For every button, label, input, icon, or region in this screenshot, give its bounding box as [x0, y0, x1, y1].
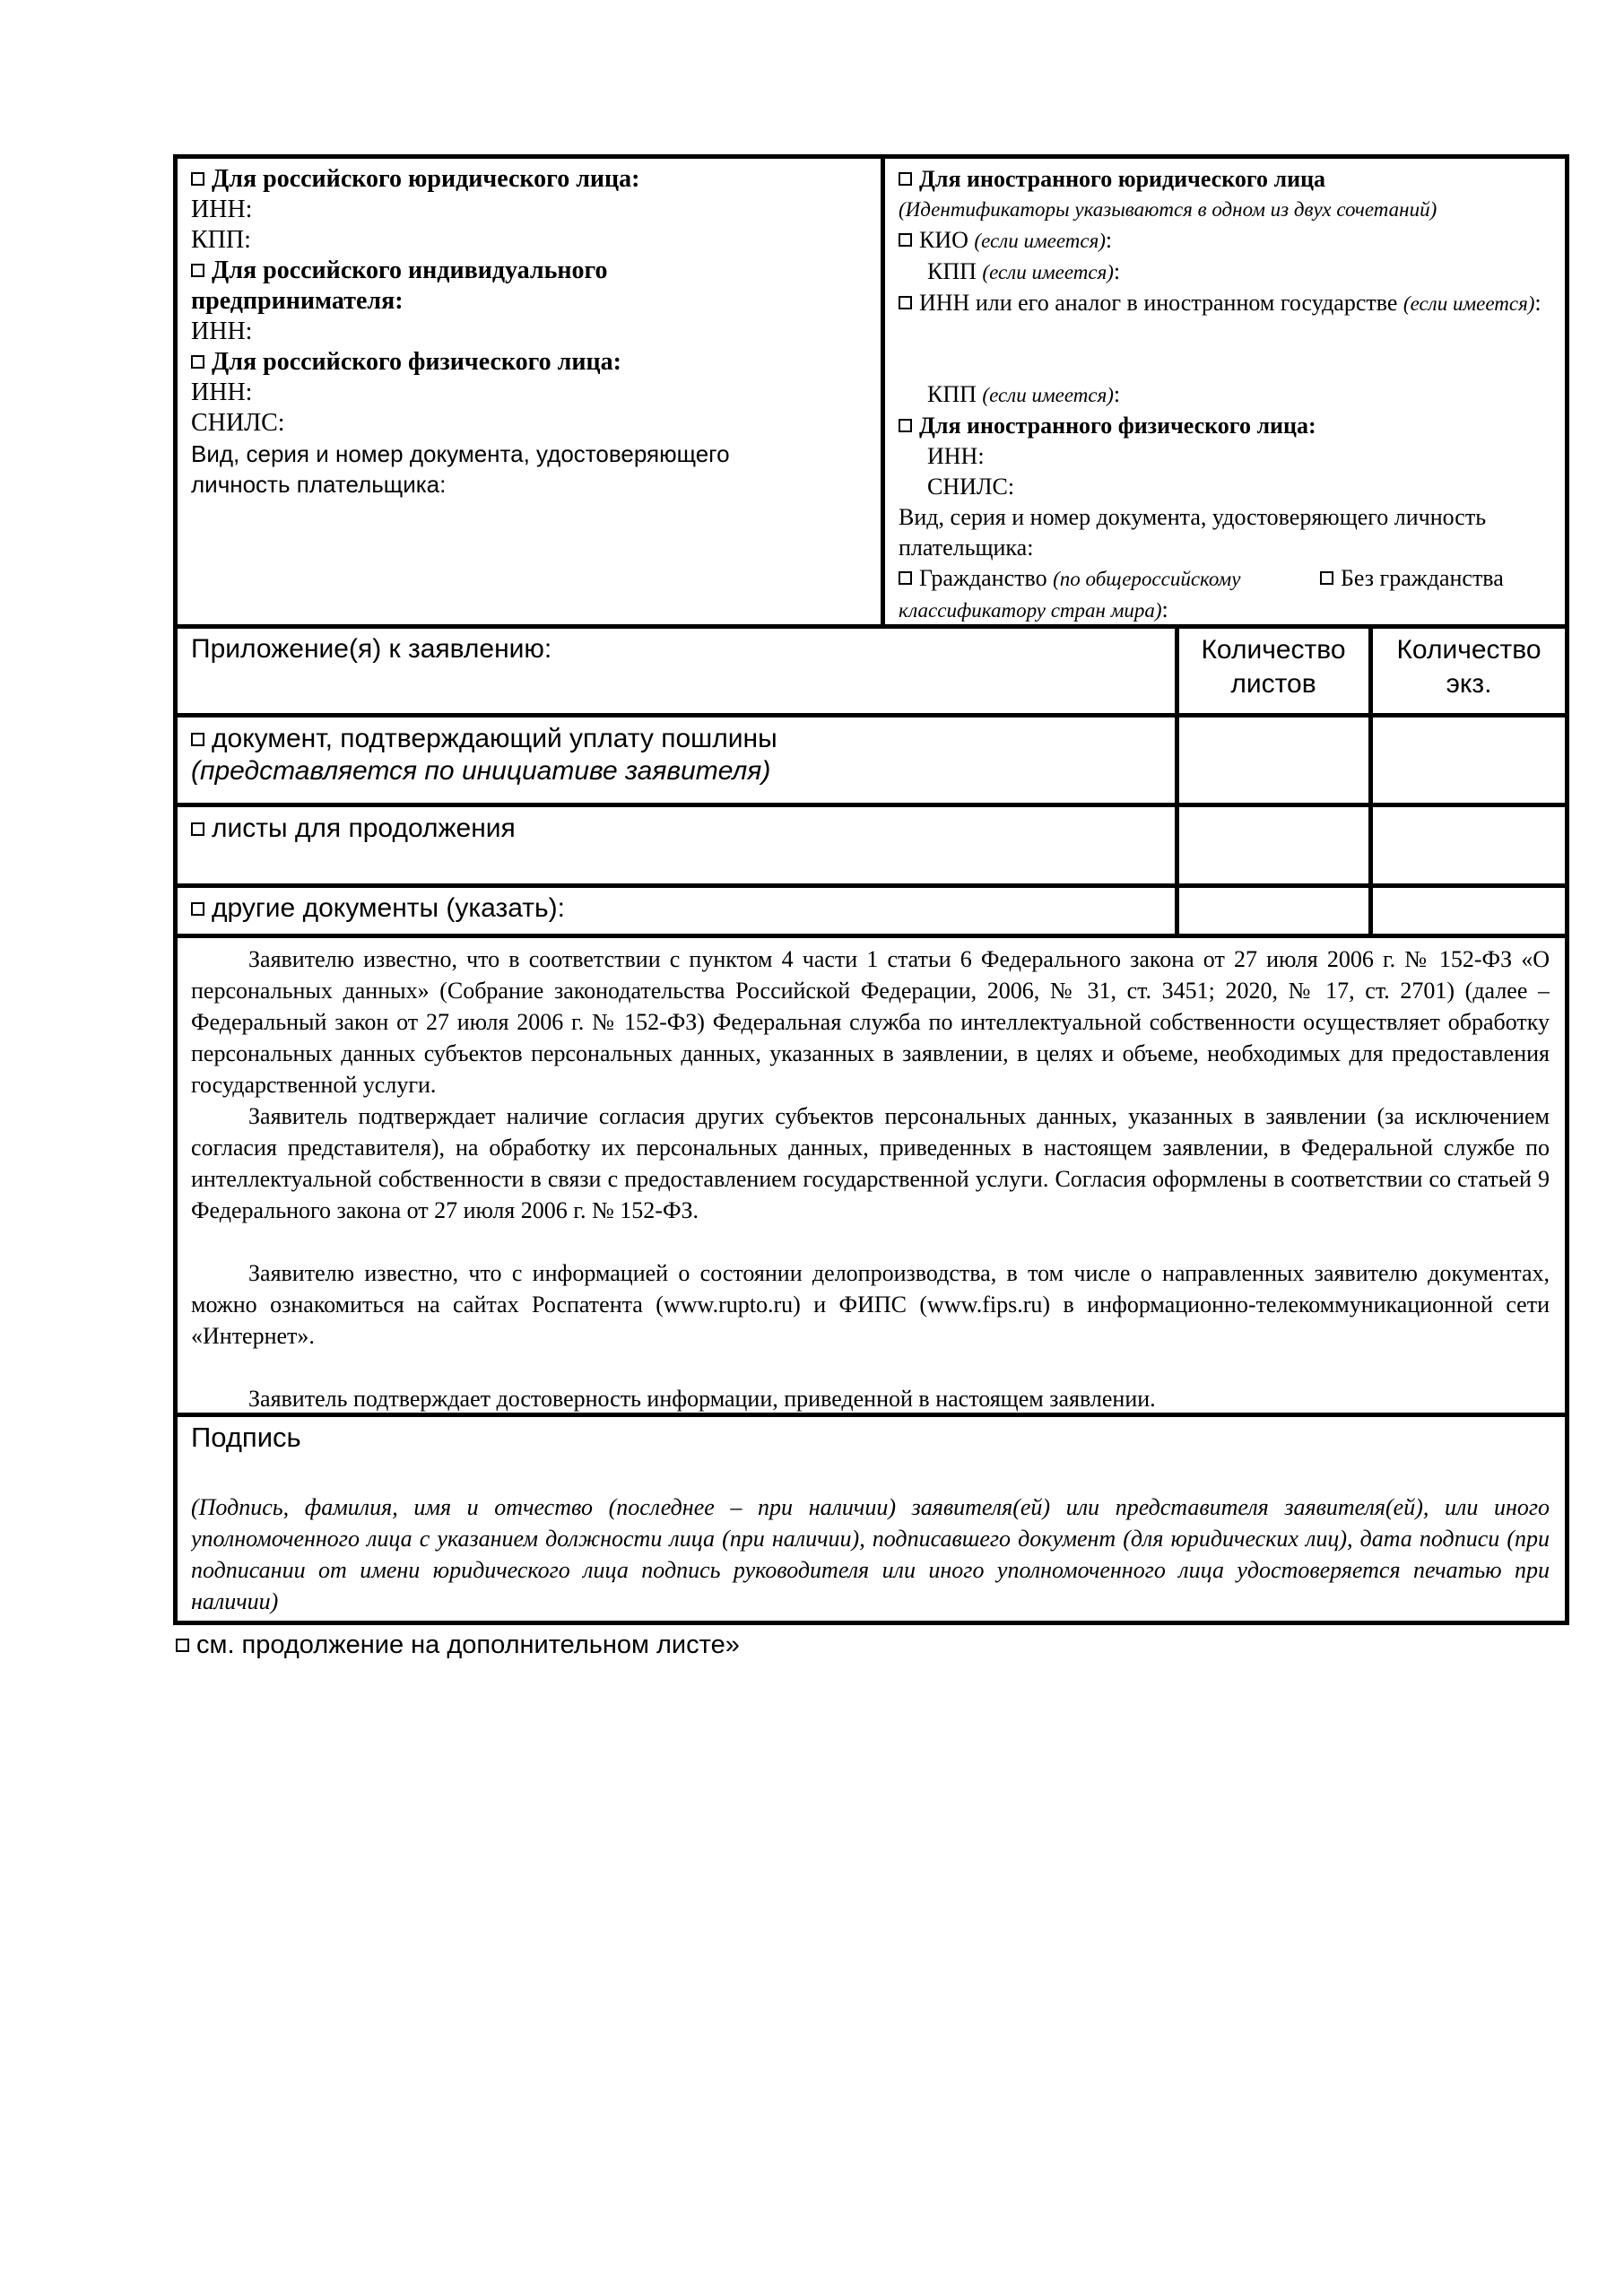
continuation-option[interactable] [176, 1629, 740, 1661]
kio-label: КИО [919, 227, 968, 253]
spacer [191, 1352, 1550, 1383]
divider [173, 883, 1569, 888]
divider [881, 154, 885, 627]
checkbox-icon[interactable] [899, 172, 912, 186]
citizenship-note: (по общероссийскому классификатору стран мира) [899, 568, 1241, 622]
kpp-label: КПП [927, 381, 977, 407]
checkbox-icon[interactable] [191, 355, 204, 369]
divider [173, 713, 1569, 718]
attachment-row[interactable] [191, 723, 1168, 787]
ru-person-title: Для российского физического лица: [212, 348, 621, 376]
inn-analog-option[interactable] [899, 288, 1559, 349]
attachment-note: (представляется по инициативе заявителя) [191, 756, 771, 786]
colon: : [1105, 227, 1113, 253]
divider [173, 624, 1569, 629]
foreign-person-snils: СНИЛС: [927, 474, 1015, 500]
attachment-row[interactable] [191, 813, 1168, 845]
kpp-note: (если имеется) [982, 261, 1114, 283]
russian-payer-block [191, 164, 873, 500]
foreign-legal-note: (Идентификаторы указываются в одном из двух сочетаний) [899, 198, 1437, 221]
attachments-header: Приложение(я) к заявлению: [191, 634, 552, 664]
checkbox-icon[interactable] [191, 733, 204, 746]
attachment-row[interactable] [191, 892, 1168, 925]
consent-paragraph: Заявителю известно, что в соответствии с пунктом 4 части 1 статьи 6 Федерального закона от 27 июля 2006 г. № 152-ФЗ «О персональных данных» (Собрание законодательства Российской Федерации, 2006, № 31, ст. 3451; 2020, № 17, ст. 2701) (далее – Федеральный закон от 27 июля 2006 г. № 152-ФЗ) Федеральная служба по интеллектуальной собственности осуществляет обработку персональных данных субъектов персональных данных, указанных в заявлении, в целях и объеме, необходимых для предоставления государственной услуги. [191, 946, 1550, 1098]
continuation-label: см. продолжение на дополнительном листе» [196, 1631, 740, 1659]
ru-ip-inn: ИНН: [191, 317, 253, 345]
ru-ip-option[interactable] [191, 256, 693, 317]
citizenship-row [899, 563, 1559, 624]
checkbox-icon[interactable] [191, 822, 204, 836]
stateless-label: Без гражданства [1341, 565, 1504, 591]
foreign-payer-block [899, 164, 1559, 624]
divider [1368, 624, 1373, 936]
attachment-label: другие документы (указать): [212, 893, 565, 923]
foreign-person-title: Для иностранного физического лица: [919, 413, 1316, 439]
ru-person-inn: ИНН: [191, 378, 253, 406]
ru-legal-inn: ИНН: [191, 196, 253, 223]
checkbox-icon[interactable] [899, 233, 912, 247]
foreign-legal-title: Для иностранного юридического лица [919, 166, 1326, 192]
consent-paragraph: Заявителю известно, что с информацией о состоянии делопроизводства, в том числе о направленных заявителю документах, можно ознакомиться на сайтах Роспатента (www.rupto.ru) и ФИПС (www.fips.ru) в информационно-телекоммуникационной сети «Интернет». [191, 1260, 1550, 1349]
ru-person-option[interactable] [191, 347, 873, 378]
checkbox-icon[interactable] [899, 571, 912, 585]
inn-analog-note: (если имеется) [1403, 292, 1535, 315]
foreign-person-option[interactable] [899, 411, 1559, 441]
ru-legal-option[interactable] [191, 164, 873, 195]
checkbox-icon[interactable] [899, 296, 912, 309]
kio-note: (если имеется) [974, 230, 1106, 252]
citizenship-option[interactable] [899, 563, 1320, 624]
kio-option[interactable] [899, 225, 1559, 257]
checkbox-icon[interactable] [191, 172, 204, 186]
col-sheets-header: Количество листов [1201, 635, 1346, 699]
ru-legal-kpp: КПП: [191, 226, 251, 254]
consent-paragraph: Заявитель подтверждает достоверность информации, приведенной в настоящем заявлении. [248, 1386, 1156, 1412]
kpp-first [899, 257, 1559, 288]
divider [173, 803, 1569, 807]
foreign-person-document: Вид, серия и номер документа, удостоверяющего личность плательщика: [899, 504, 1487, 561]
ru-person-document: Вид, серия и номер документа, удостоверяющего личность плательщика: [191, 440, 730, 498]
colon: : [1534, 290, 1541, 316]
spacer [191, 1226, 1550, 1257]
attachment-label: документ, подтверждающий уплату пошлины [212, 724, 777, 753]
divider [173, 934, 1569, 938]
kpp-note: (если имеется) [982, 384, 1114, 406]
colon: : [1113, 258, 1121, 284]
colon: : [1113, 381, 1121, 407]
ru-legal-title: Для российского юридического лица: [212, 165, 640, 193]
checkbox-icon[interactable] [1320, 571, 1333, 585]
ru-ip-title: Для российского индивидуального предпринимателя: [191, 257, 608, 315]
kpp-second [899, 379, 1559, 411]
col-copies-header: Количество экз. [1396, 635, 1541, 699]
checkbox-icon[interactable] [899, 419, 912, 432]
ru-person-snils: СНИЛС: [191, 409, 285, 437]
checkbox-icon[interactable] [191, 902, 204, 916]
colon: : [1161, 596, 1168, 622]
stateless-option[interactable] [1320, 563, 1504, 594]
signature-note: (Подпись, фамилия, имя и отчество (последнее – при наличии) заявителя(ей) или представителя заявителя(ей), или иного уполномоченного лица с указанием должности лица (при наличии), подписавшего документ (для юридических лиц), дата подписи (при подписании от имени юридического лица подпись руководителя или иного уполномоченного лица удостоверяется печатью при наличии) [191, 1494, 1550, 1614]
signature-title: Подпись [191, 1422, 301, 1453]
foreign-legal-option[interactable] [899, 164, 1559, 195]
foreign-person-inn: ИНН: [927, 443, 985, 469]
divider [1175, 624, 1179, 936]
inn-analog-label: ИНН или его аналог в иностранном государстве [919, 290, 1398, 316]
checkbox-icon[interactable] [191, 264, 204, 277]
attachment-label: листы для продолжения [212, 813, 516, 843]
consent-paragraph: Заявитель подтверждает наличие согласия других субъектов персональных данных, указанных в заявлении (за исключением согласия представителя), на обработку их персональных данных, приведенных в настоящем заявлении, в Федеральной службе по интеллектуальной собственности в связи с предоставлением государственной услуги. Согласия оформлены в соответствии со статьей 9 Федерального закона от 27 июля 2006 г. № 152-ФЗ. [191, 1103, 1550, 1223]
kpp-label: КПП [927, 258, 977, 284]
consent-block [191, 944, 1550, 1414]
checkbox-icon[interactable] [176, 1639, 189, 1652]
citizenship-label: Гражданство [919, 565, 1047, 591]
spacer [899, 349, 1559, 379]
